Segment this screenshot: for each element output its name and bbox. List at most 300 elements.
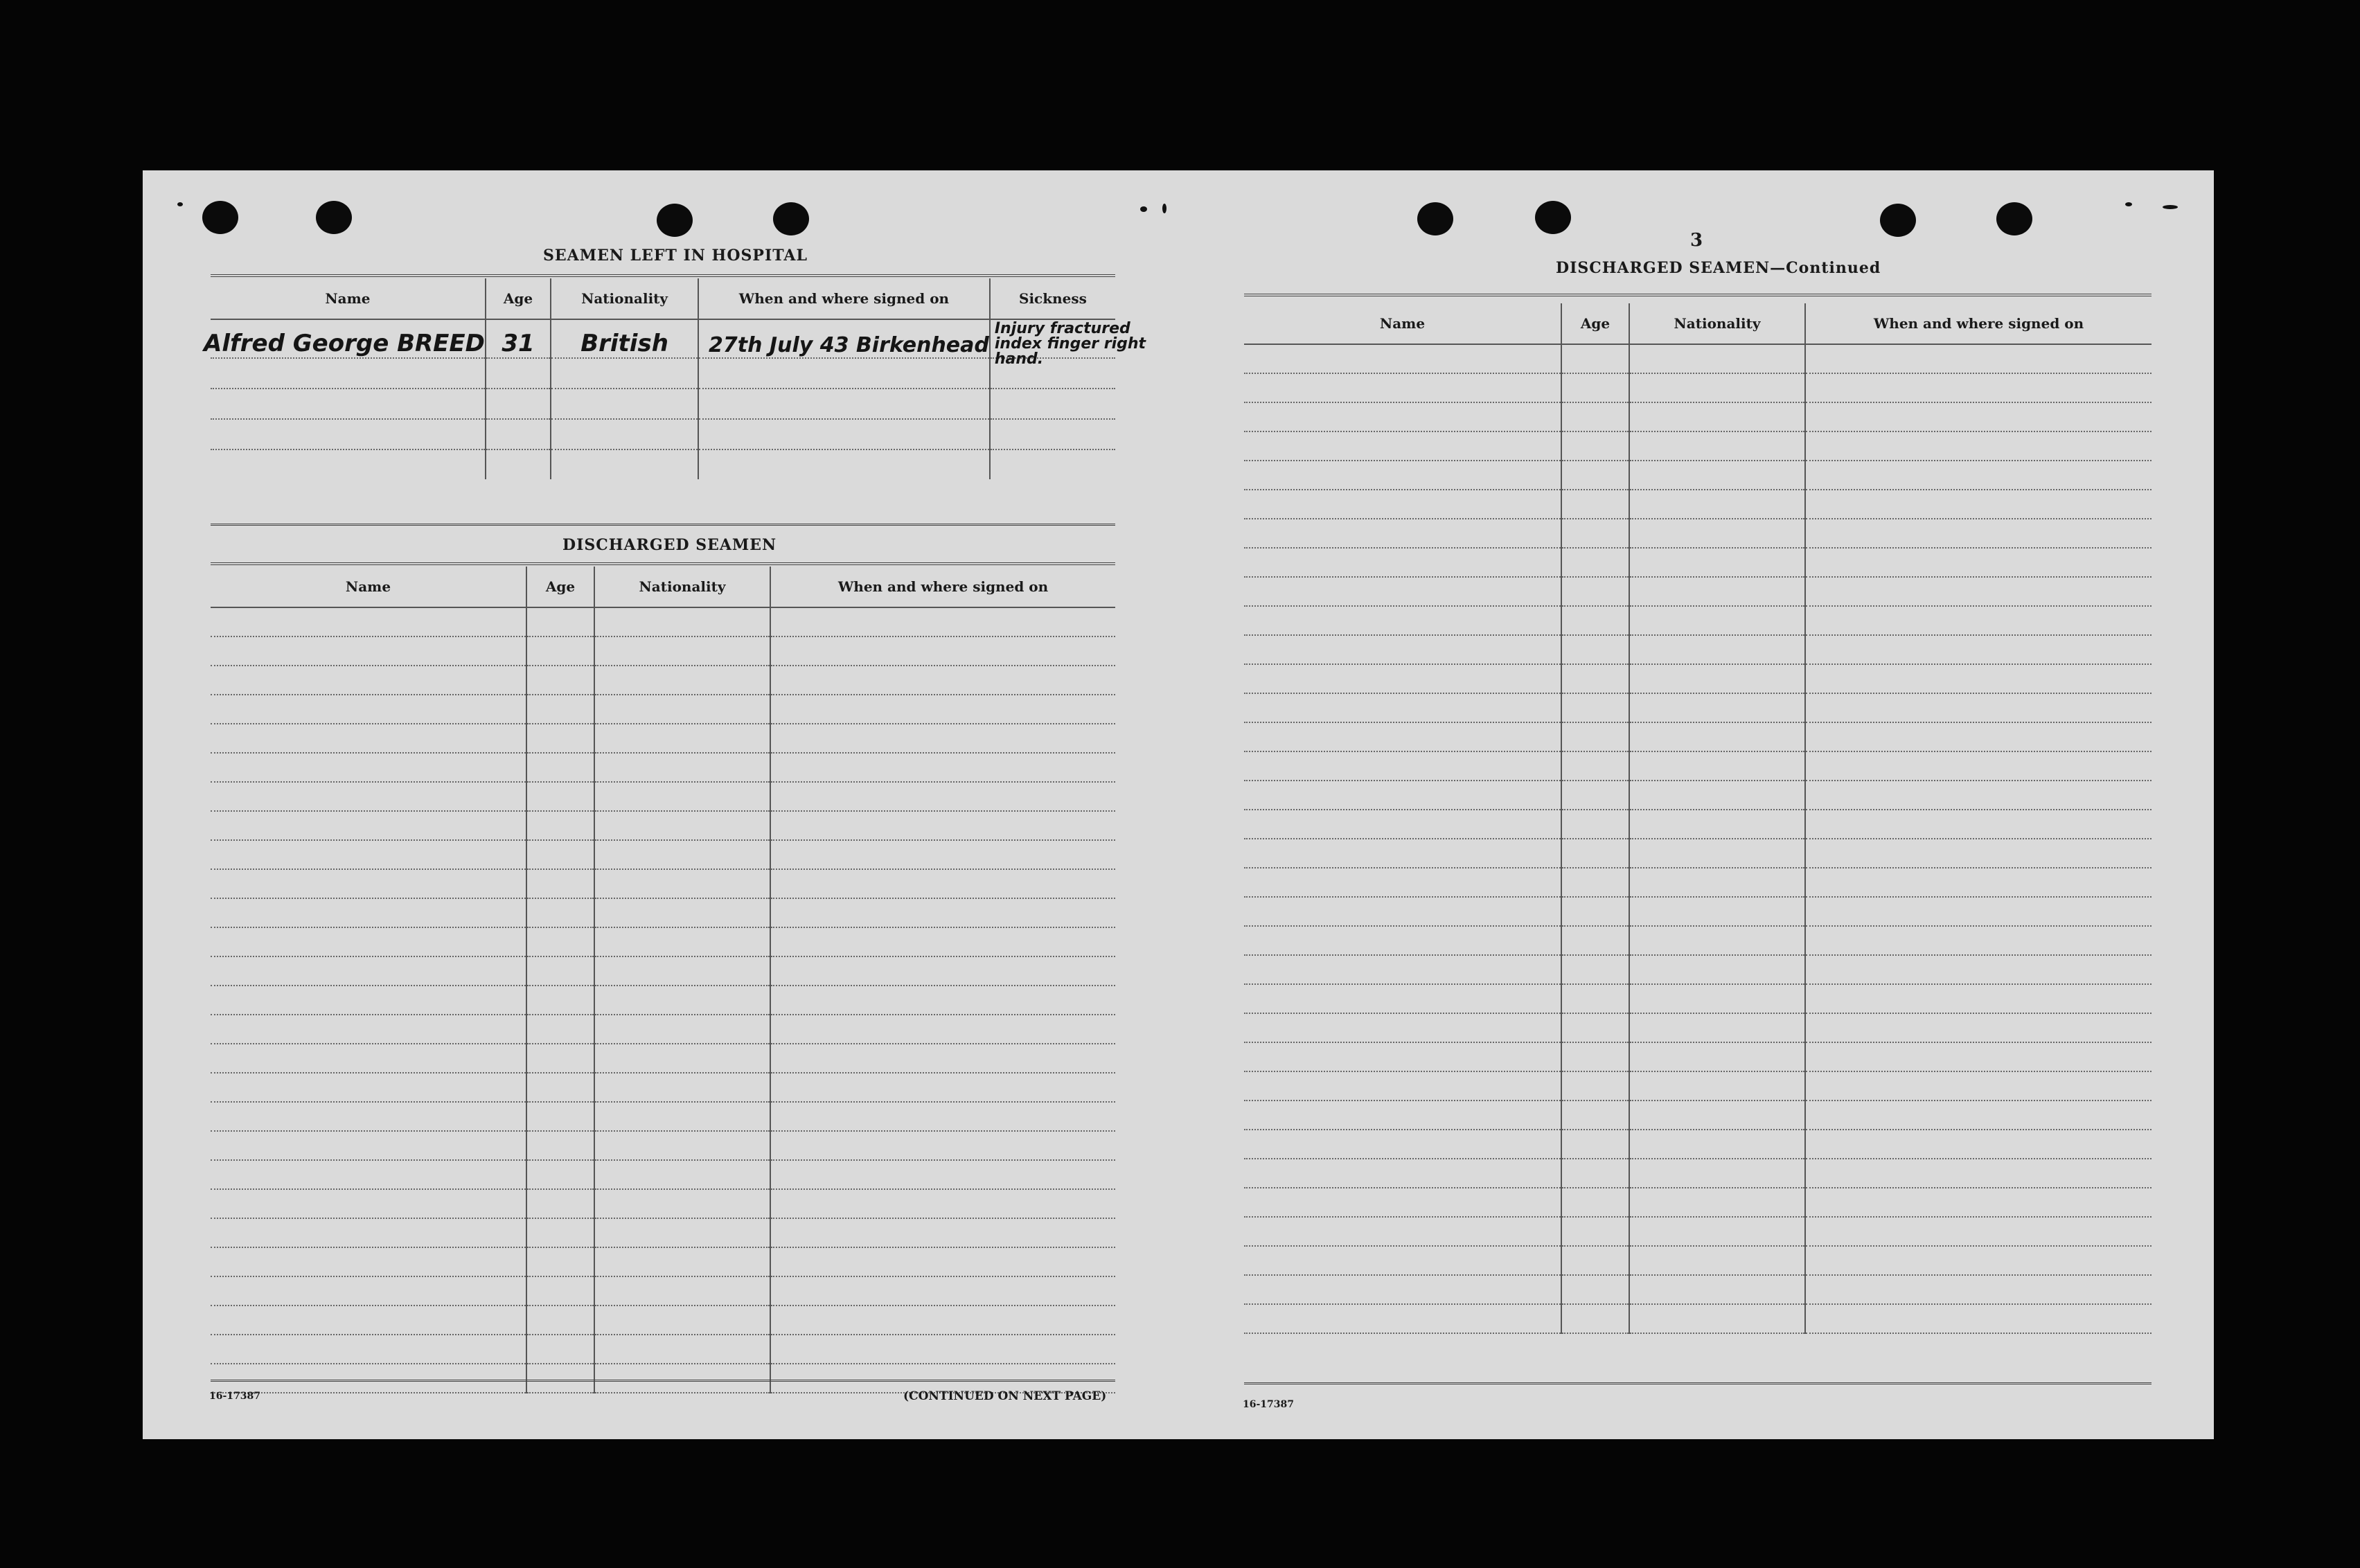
- table-cell: [1244, 1159, 1561, 1188]
- table-cell: [526, 695, 594, 724]
- table-cell: [211, 956, 526, 986]
- table-row: [1244, 751, 2151, 781]
- table-row: [211, 1189, 1115, 1218]
- table-cell: [594, 1160, 770, 1189]
- table-cell: [1805, 955, 2151, 984]
- column-header-name: Name: [1244, 303, 1561, 344]
- discharged-bottom-rule: [211, 1380, 1115, 1382]
- table-cell: [1244, 693, 1561, 722]
- table-cell: [526, 1160, 594, 1189]
- table-cell: [594, 1189, 770, 1218]
- table-cell: [211, 695, 526, 724]
- table-row: [211, 419, 1115, 449]
- table-cell: [1244, 1275, 1561, 1304]
- table-cell: [1561, 431, 1629, 461]
- table-row: [1244, 431, 2151, 461]
- table-row: [1244, 1275, 2151, 1304]
- entry-name: [204, 319, 486, 358]
- table-cell: [1629, 1013, 1805, 1042]
- table-row: [211, 898, 1115, 927]
- table-cell: [1561, 1188, 1629, 1217]
- table-cell: [1561, 1042, 1629, 1071]
- table-cell: [1561, 955, 1629, 984]
- handwritten-name: Alfred George BREED: [204, 330, 485, 357]
- table-cell: [526, 1131, 594, 1160]
- table-cell: [1244, 344, 1561, 373]
- table-row: [1244, 781, 2151, 810]
- table-cell: [594, 811, 770, 840]
- table-cell: [1805, 722, 2151, 751]
- table-cell: [211, 607, 526, 636]
- punch-hole: [316, 201, 352, 234]
- table-cell: [1629, 519, 1805, 548]
- table-cell: [1805, 751, 2151, 781]
- table-cell: [1629, 1042, 1805, 1071]
- table-cell: [1244, 1013, 1561, 1042]
- table-cell: [594, 666, 770, 695]
- table-cell: [770, 1218, 1115, 1247]
- table-cell: [526, 1073, 594, 1102]
- table-row: [1244, 402, 2151, 431]
- table-cell: [594, 636, 770, 666]
- table-cell: [1805, 664, 2151, 693]
- table-cell: [770, 666, 1115, 695]
- table-cell: [526, 811, 594, 840]
- table-row: [1244, 693, 2151, 722]
- table-cell: [1805, 1275, 2151, 1304]
- table-cell: [1629, 984, 1805, 1013]
- table-cell: [1629, 1217, 1805, 1246]
- table-cell: [1244, 1188, 1561, 1217]
- table-cell: [1561, 402, 1629, 431]
- table-row: [1244, 635, 2151, 664]
- table-cell: [770, 956, 1115, 986]
- column-header-signed-on: When and where signed on: [770, 567, 1115, 607]
- table-cell: [526, 1335, 594, 1364]
- table-cell: [526, 636, 594, 666]
- table-cell: [1561, 548, 1629, 577]
- table-cell: [1629, 868, 1805, 897]
- table-cell: [1629, 402, 1805, 431]
- table-row: [1244, 897, 2151, 926]
- table-cell: [770, 1160, 1115, 1189]
- table-cell: [1805, 1071, 2151, 1101]
- table-cell: [770, 811, 1115, 840]
- column-header-signed-on: When and where signed on: [698, 278, 990, 319]
- table-cell: [1629, 635, 1805, 664]
- table-cell: [594, 956, 770, 986]
- table-cell: [526, 1247, 594, 1276]
- table-cell: [594, 1364, 770, 1393]
- table-cell: [1805, 693, 2151, 722]
- table-cell: [1561, 897, 1629, 926]
- table-cell: [1629, 606, 1805, 635]
- table-cell: [526, 1015, 594, 1044]
- table-cell: [1244, 606, 1561, 635]
- table-cell: [770, 782, 1115, 811]
- table-cell: [526, 1276, 594, 1306]
- table-row: [1244, 519, 2151, 548]
- table-cell: [770, 607, 1115, 636]
- entry-sickness: [990, 319, 1146, 368]
- table-row: [1244, 1159, 2151, 1188]
- table-row: [211, 449, 1115, 479]
- table-cell: [1244, 1217, 1561, 1246]
- table-row: [211, 986, 1115, 1015]
- table-cell: [526, 753, 594, 782]
- table-cell: [1244, 722, 1561, 751]
- table-cell: [1805, 1101, 2151, 1130]
- table-cell: [1805, 635, 2151, 664]
- page-number: 3: [1690, 230, 1703, 251]
- table-row: [1244, 1013, 2151, 1042]
- hospital-top-rule: [211, 274, 1115, 277]
- table-cell: [594, 1306, 770, 1335]
- table-row: [1244, 1101, 2151, 1130]
- table-cell: [770, 986, 1115, 1015]
- table-cell: [526, 1189, 594, 1218]
- handwritten-nationality: British: [580, 330, 668, 357]
- table-cell: [1629, 781, 1805, 810]
- table-cell: [1561, 984, 1629, 1013]
- table-cell: [211, 1073, 526, 1102]
- table-cell: [1805, 1304, 2151, 1333]
- table-cell: [211, 636, 526, 666]
- table-cell: [1561, 1246, 1629, 1275]
- table-cell: [526, 782, 594, 811]
- table-cell: [1244, 431, 1561, 461]
- table-cell: [1629, 1304, 1805, 1333]
- table-cell: [526, 1364, 594, 1393]
- table-row: [1244, 606, 2151, 635]
- table-cell: [1805, 461, 2151, 490]
- table-cell: [211, 1044, 526, 1073]
- table-row: [211, 1364, 1115, 1393]
- table-cell: [1629, 926, 1805, 955]
- table-cell: [526, 898, 594, 927]
- table-row: [211, 724, 1115, 753]
- hospital-bottom-rule: [211, 524, 1115, 526]
- table-cell: [594, 1247, 770, 1276]
- table-cell: [1561, 781, 1629, 810]
- table-cell: [594, 986, 770, 1015]
- table-row: [1244, 664, 2151, 693]
- table-cell: [1629, 577, 1805, 606]
- table-cell: [211, 1131, 526, 1160]
- table-cell: [770, 1247, 1115, 1276]
- table-cell: [1629, 1071, 1805, 1101]
- table-row: [1244, 810, 2151, 839]
- table-row: [1244, 955, 2151, 984]
- table-cell: [770, 1364, 1115, 1393]
- table-cell: [211, 1160, 526, 1189]
- table-cell: [1629, 722, 1805, 751]
- table-cell: [526, 986, 594, 1015]
- table-cell: [1629, 897, 1805, 926]
- table-cell: [1805, 810, 2151, 839]
- table-cell: [211, 898, 526, 927]
- table-cell: [1805, 1042, 2151, 1071]
- table-cell: [1244, 1304, 1561, 1333]
- table-cell: [211, 1015, 526, 1044]
- column-header-name: Name: [211, 278, 486, 319]
- table-row: [1244, 461, 2151, 490]
- table-row: [211, 1276, 1115, 1306]
- table-cell: [1244, 577, 1561, 606]
- entry-signed-on: [698, 319, 990, 358]
- discharged-top-rule: [211, 562, 1115, 565]
- table-cell: [1244, 664, 1561, 693]
- table-row: [1244, 1304, 2151, 1333]
- table-cell: [1244, 897, 1561, 926]
- table-cell: [1561, 1304, 1629, 1333]
- table-cell: [1244, 1042, 1561, 1071]
- punch-hole: [202, 201, 238, 234]
- table-row: [211, 695, 1115, 724]
- table-cell: [1805, 606, 2151, 635]
- table-row: [1244, 1042, 2151, 1071]
- table-row: [1244, 722, 2151, 751]
- table-cell: [1561, 693, 1629, 722]
- table-cell: [770, 695, 1115, 724]
- table-cell: [1629, 955, 1805, 984]
- table-cell: [526, 666, 594, 695]
- table-row: [211, 1102, 1115, 1131]
- table-cell: [1244, 461, 1561, 490]
- table-cell: [1805, 490, 2151, 519]
- table-cell: [594, 898, 770, 927]
- table-cell: [770, 898, 1115, 927]
- table-cell: [770, 1015, 1115, 1044]
- speck: [2125, 202, 2132, 206]
- table-cell: [1629, 373, 1805, 402]
- table-cell: [526, 724, 594, 753]
- table-cell: [1805, 781, 2151, 810]
- table-cell: [770, 753, 1115, 782]
- table-cell: [1561, 1071, 1629, 1101]
- table-cell: [594, 724, 770, 753]
- table-cell: [211, 724, 526, 753]
- table-cell: [594, 753, 770, 782]
- table-row: [1244, 344, 2151, 373]
- table-cell: [1244, 1130, 1561, 1159]
- table-cell: [770, 1131, 1115, 1160]
- table-cell: [1561, 1013, 1629, 1042]
- table-cell: [1244, 519, 1561, 548]
- table-row: [211, 607, 1115, 636]
- handwritten-signed-on: 27th July 43 Birkenhead: [709, 333, 989, 357]
- table-row: [211, 389, 1115, 419]
- table-cell: [1629, 490, 1805, 519]
- punch-hole: [1535, 201, 1571, 234]
- table-cell: [594, 1102, 770, 1131]
- form-number: 16-17387: [1243, 1399, 1294, 1410]
- table-cell: [211, 811, 526, 840]
- table-cell: [594, 1044, 770, 1073]
- table-cell: [1805, 1188, 2151, 1217]
- table-cell: [1561, 1101, 1629, 1130]
- table-cell: [770, 1044, 1115, 1073]
- table-cell: [1561, 1159, 1629, 1188]
- discharged-table: [211, 567, 1115, 1393]
- table-cell: [770, 1306, 1115, 1335]
- table-cell: [594, 1073, 770, 1102]
- table-cell: [594, 782, 770, 811]
- table-cell: [526, 607, 594, 636]
- table-cell: [211, 666, 526, 695]
- table-cell: [594, 869, 770, 898]
- table-row: [211, 840, 1115, 869]
- table-cell: [1244, 839, 1561, 868]
- table-cell: [1805, 984, 2151, 1013]
- table-cell: [1629, 1159, 1805, 1188]
- table-cell: [1561, 722, 1629, 751]
- column-header-signed-on: When and where signed on: [1805, 303, 2151, 344]
- table-row: [1244, 1071, 2151, 1101]
- table-cell: [211, 1335, 526, 1364]
- punch-hole: [1996, 202, 2032, 235]
- table-row: [211, 319, 1115, 358]
- table-cell: [211, 869, 526, 898]
- table-cell: [1805, 1246, 2151, 1275]
- table-cell: [1561, 461, 1629, 490]
- table-cell: [1805, 344, 2151, 373]
- table-row: [1244, 1130, 2151, 1159]
- table-row: [1244, 984, 2151, 1013]
- table-cell: [1805, 868, 2151, 897]
- table-cell: [526, 927, 594, 956]
- table-cell: [1629, 461, 1805, 490]
- table-row: [211, 1044, 1115, 1073]
- table-cell: [1561, 577, 1629, 606]
- table-cell: [211, 1102, 526, 1131]
- form-number: 16-17387: [209, 1391, 260, 1402]
- table-row: [1244, 1188, 2151, 1217]
- table-row: [211, 1073, 1115, 1102]
- speck: [2163, 205, 2178, 209]
- document-sheet: [143, 170, 2214, 1439]
- table-row: [211, 636, 1115, 666]
- table-row: [211, 1335, 1115, 1364]
- table-cell: [1561, 1130, 1629, 1159]
- table-row: [211, 358, 1115, 389]
- table-row: [211, 1160, 1115, 1189]
- entry-nationality: [551, 319, 698, 358]
- table-row: [211, 1015, 1115, 1044]
- table-cell: [1805, 431, 2151, 461]
- table-cell: [1805, 1013, 2151, 1042]
- table-cell: [1561, 519, 1629, 548]
- column-header-age: Age: [1561, 303, 1629, 344]
- discharged-continued-title: DISCHARGED SEAMEN—Continued: [1556, 259, 1881, 277]
- discharged-continued-table: [1244, 303, 2151, 1334]
- table-cell: [1805, 897, 2151, 926]
- table-row: [211, 1131, 1115, 1160]
- hospital-section-title: SEAMEN LEFT IN HOSPITAL: [543, 247, 808, 265]
- table-cell: [1805, 577, 2151, 606]
- table-cell: [1629, 839, 1805, 868]
- discharged-section-title: DISCHARGED SEAMEN: [562, 536, 777, 554]
- table-cell: [211, 753, 526, 782]
- table-row: [211, 782, 1115, 811]
- hospital-table: [204, 278, 1146, 479]
- table-cell: [594, 1131, 770, 1160]
- table-cell: [594, 1335, 770, 1364]
- table-cell: [1244, 635, 1561, 664]
- entry-age: [486, 319, 551, 358]
- table-row: [1244, 926, 2151, 955]
- right-top-rule: [1244, 294, 2151, 296]
- table-row: [1244, 1217, 2151, 1246]
- table-cell: [211, 1189, 526, 1218]
- column-header-nationality: Nationality: [594, 567, 770, 607]
- table-cell: [1805, 373, 2151, 402]
- table-cell: [1805, 1130, 2151, 1159]
- table-cell: [1561, 810, 1629, 839]
- right-bottom-rule: [1244, 1382, 2151, 1384]
- table-cell: [594, 1218, 770, 1247]
- table-cell: [1244, 868, 1561, 897]
- table-cell: [1629, 1130, 1805, 1159]
- table-cell: [1561, 606, 1629, 635]
- table-row: [211, 811, 1115, 840]
- handwritten-age: 31: [502, 330, 535, 357]
- table-cell: [594, 927, 770, 956]
- table-cell: [1244, 490, 1561, 519]
- column-header-nationality: Nationality: [551, 278, 698, 319]
- table-cell: [526, 840, 594, 869]
- table-cell: [1244, 926, 1561, 955]
- table-cell: [526, 1306, 594, 1335]
- table-cell: [770, 724, 1115, 753]
- table-row: [211, 666, 1115, 695]
- table-cell: [1629, 751, 1805, 781]
- table-row: [1244, 577, 2151, 606]
- table-cell: [1244, 781, 1561, 810]
- table-row: [1244, 868, 2151, 897]
- table-cell: [594, 695, 770, 724]
- table-cell: [1244, 402, 1561, 431]
- table-row: [211, 869, 1115, 898]
- punch-hole: [773, 202, 809, 235]
- table-cell: [211, 1276, 526, 1306]
- table-cell: [1629, 693, 1805, 722]
- table-cell: [1805, 926, 2151, 955]
- table-cell: [211, 782, 526, 811]
- table-cell: [770, 840, 1115, 869]
- punch-hole: [1880, 204, 1916, 237]
- table-cell: [1244, 1246, 1561, 1275]
- table-cell: [770, 636, 1115, 666]
- table-cell: [1561, 1275, 1629, 1304]
- table-cell: [770, 1189, 1115, 1218]
- table-cell: [1629, 810, 1805, 839]
- table-row: [211, 1247, 1115, 1276]
- table-cell: [526, 1044, 594, 1073]
- speck: [1162, 204, 1166, 213]
- table-cell: [594, 840, 770, 869]
- table-cell: [594, 1015, 770, 1044]
- table-cell: [1561, 664, 1629, 693]
- table-cell: [1805, 548, 2151, 577]
- column-header-age: Age: [486, 278, 551, 319]
- column-header-nationality: Nationality: [1629, 303, 1805, 344]
- table-cell: [770, 869, 1115, 898]
- table-cell: [211, 1218, 526, 1247]
- table-row: [1244, 373, 2151, 402]
- column-header-age: Age: [526, 567, 594, 607]
- table-row: [211, 753, 1115, 782]
